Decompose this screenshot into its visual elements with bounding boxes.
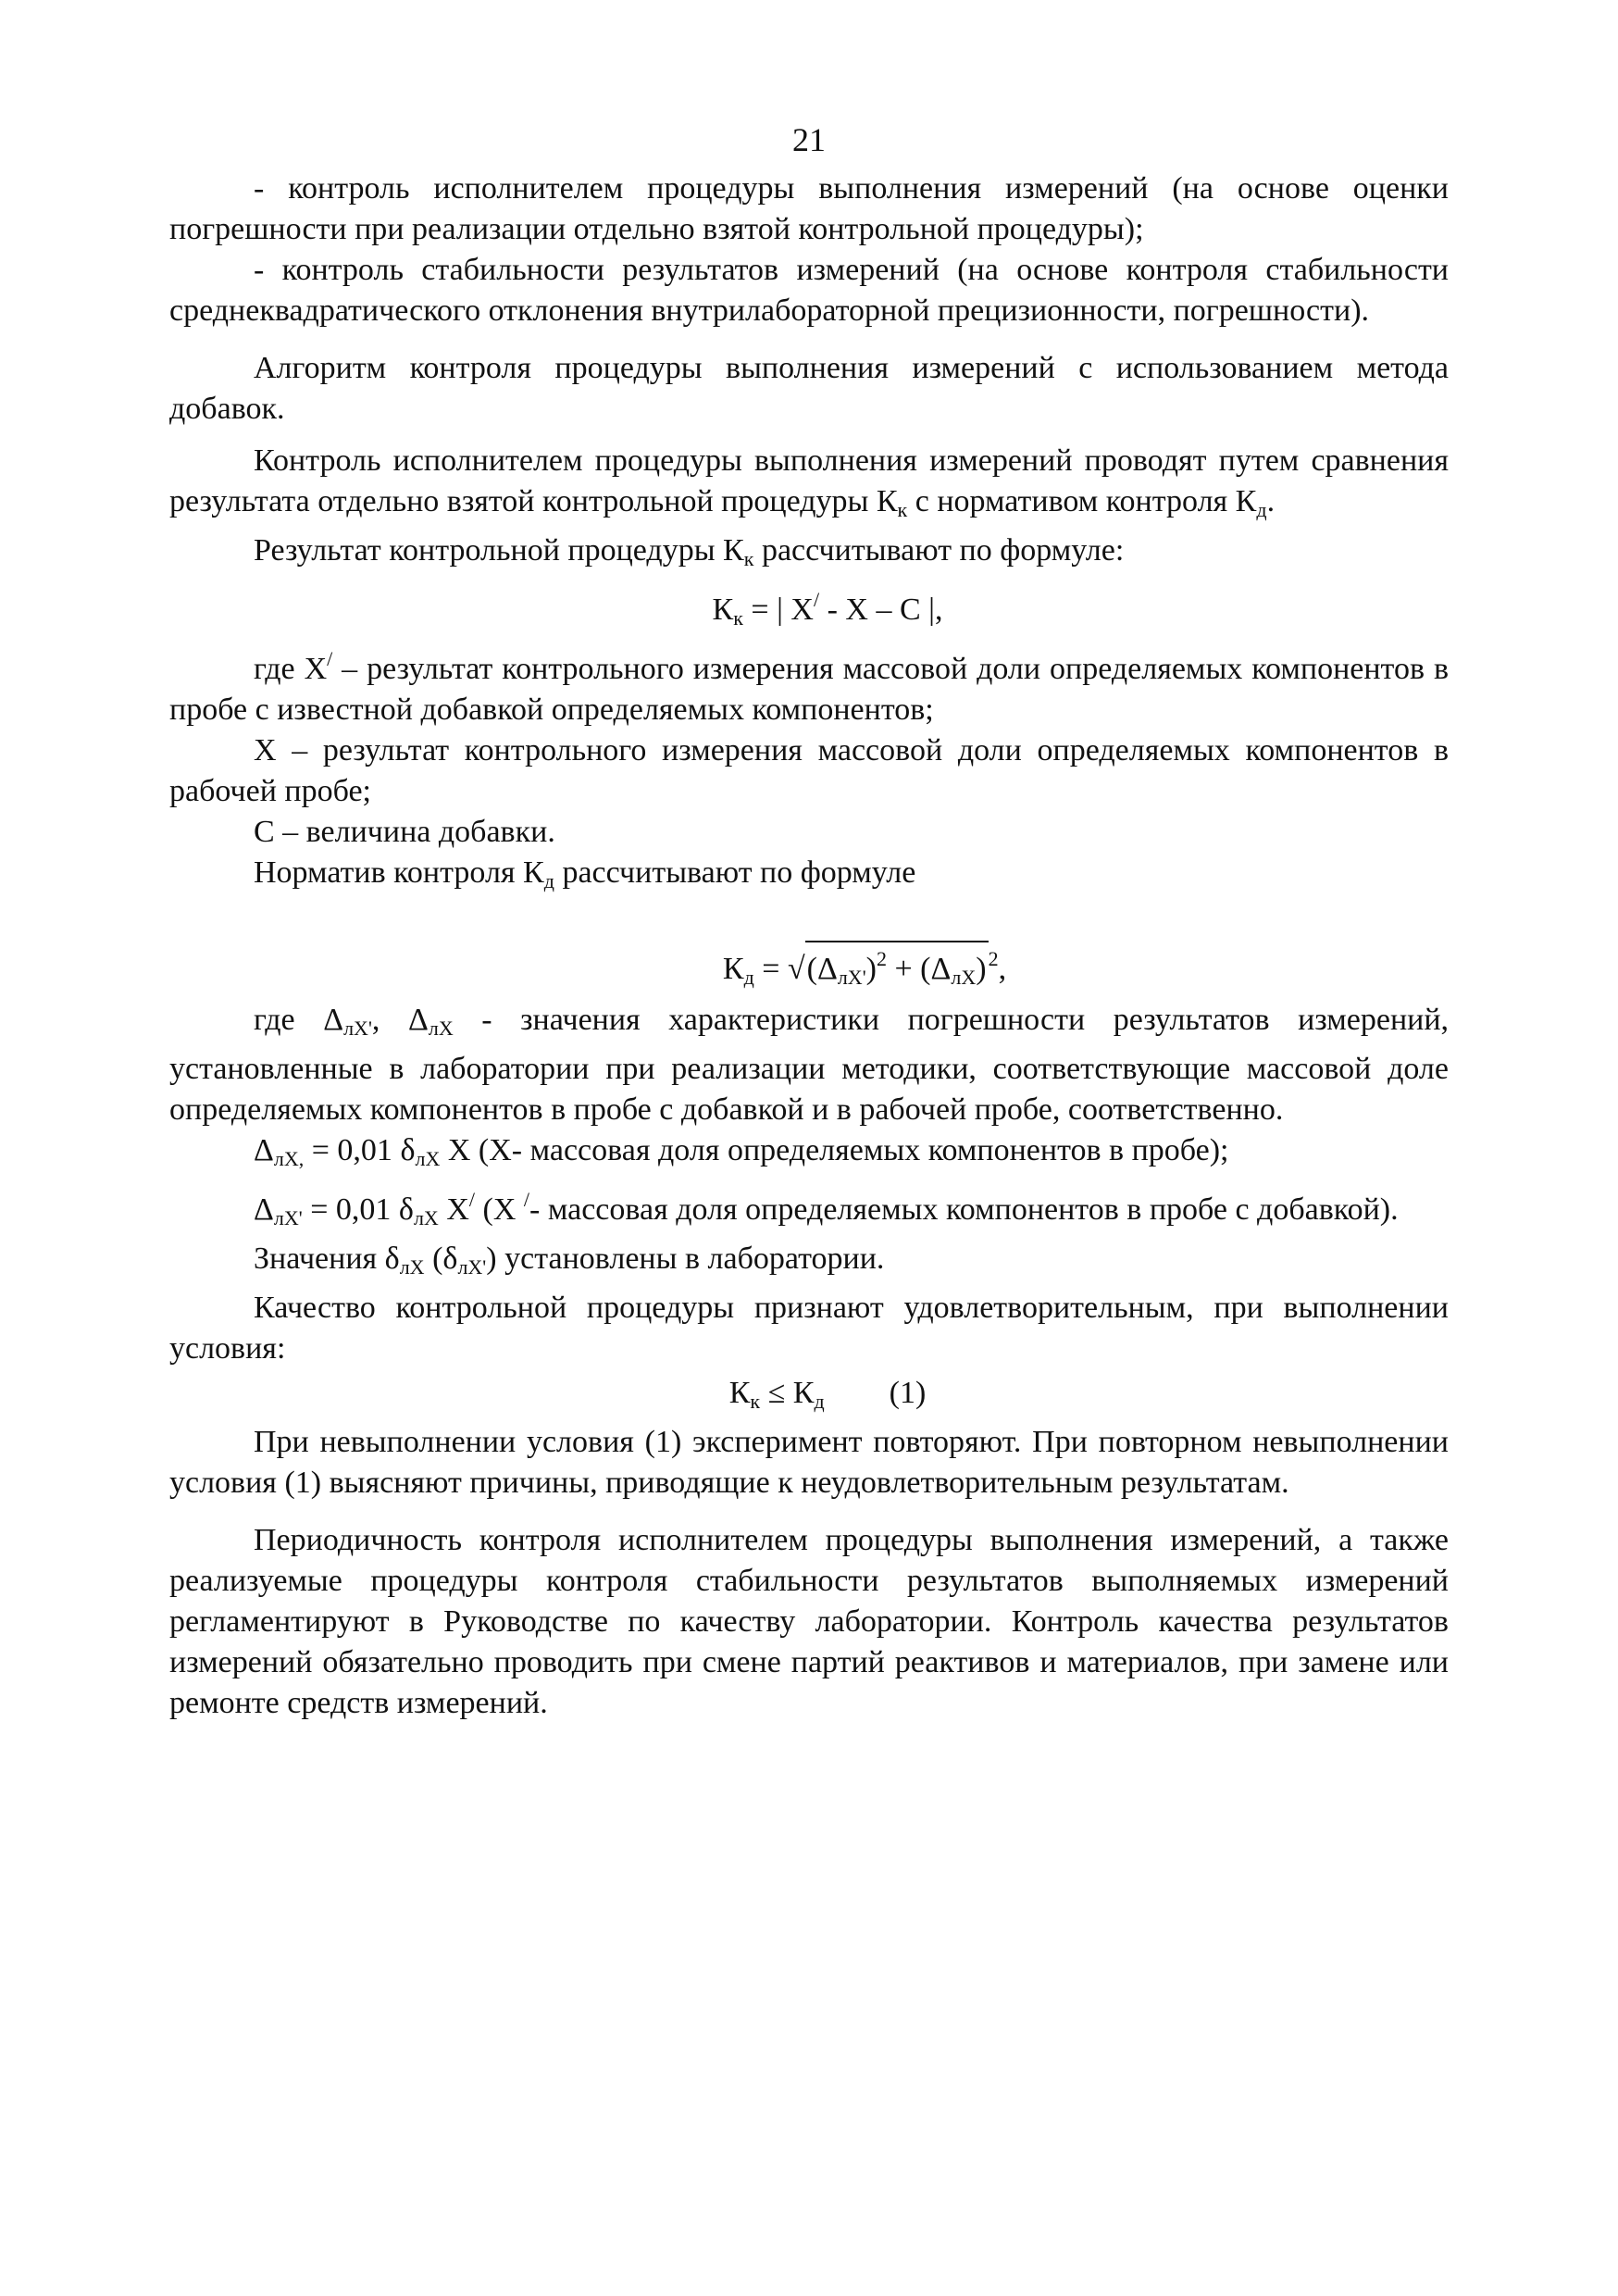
paragraph-where-xprime: где X/ – результат контрольного измерения массовой доли определяемых компонентов в пробе с известной добавкой определяемых компонентов;	[169, 647, 1449, 727]
paragraph-repeat-experiment: При невыполнении условия (1) эксперимент повторяют. При повторном невыполнении условия (1) выясняют причины, приводящие к неудовлетворительным результатам.	[169, 1425, 1449, 1500]
paragraph-control-comparison: Контроль исполнителем процедуры выполнения измерений проводят путем сравнения результата отдельно взятой контрольной процедуры $К_к$ с нормативом контроля $К_д$.	[169, 443, 1449, 521]
paragraph-where-c: С – величина добавки.	[254, 815, 555, 849]
equation-number: (1)	[889, 1376, 927, 1410]
paragraph-where-x: X – результат контрольного измерения массовой доли определяемых компонентов в рабочей пробе;	[169, 733, 1449, 808]
paragraph-delta-xprime-def: $\Delta_{лX'} = 0,01$ $\delta_{лX}$ X/ (X /- массовая доля определяемых компонентов в пробе с добавкой).	[254, 1188, 1399, 1229]
formula-radicand: $(\Delta_{лX'})^2 + (\Delta_{лX})$	[805, 941, 989, 994]
formula-kd: $К_д = √(\Delta_{лX'})^2 + (\Delta_{лX})^2$,	[169, 939, 1449, 998]
formula-condition-1: $К_к \le К_д$ (1)	[169, 1373, 1449, 1422]
page-number: 21	[792, 121, 826, 158]
paragraph-delta-x-def: $\Delta_{лX,} = 0,01$ $\delta_{лX}$ X (X- массовая доля определяемых компонентов в пробе);	[254, 1133, 1229, 1170]
paragraph-result-formula-intro: Результат контрольной процедуры $К_к$ рассчитывают по формуле:	[254, 533, 1125, 570]
paragraph-control-procedure: - контроль исполнителем процедуры выполнения измерений (на основе оценки погрешности при реализации отдельно взятой контрольной процедуры);	[169, 171, 1449, 246]
paragraph-norm-formula-intro: Норматив контроля $К_д$ рассчитывают по формуле	[254, 855, 916, 892]
paragraph-control-stability: - контроль стабильности результатов измерений (на основе контроля стабильности среднеквадратического отклонения внутрилабораторной прецизионности, погрешности).	[169, 253, 1449, 328]
formula-kk: $К_к$ = | X/ - X – C |,	[712, 588, 943, 630]
paragraph-delta-values: Значения $\delta_{лX}$ $(\delta_{лX'})$ установлены в лаборатории.	[254, 1242, 885, 1279]
paragraph-quality-condition: Качество контрольной процедуры признают удовлетворительным, при выполнении условия:	[169, 1291, 1449, 1366]
paragraph-where-deltas: где $\Delta_{лX'}$, $\Delta_{лX}$ - значения характеристики погрешности результатов измерений, установленные в лаборатории при реализации методики, соответствующие массовой доле определяемых компонентов в пробе с добавкой и в рабочей пробе, соответственно.	[169, 1003, 1450, 1127]
paragraph-periodicity: Периодичность контроля исполнителем процедуры выполнения измерений, а также реализуемые процедуры контроля стабильности результатов выполняемых измерений регламентируют в Руководстве по качеству лаборатории. Контроль качества результатов измерений обязательно проводить при смене партий реактивов и материалов, при замене или ремонте средств измерений.	[169, 1523, 1449, 1720]
paragraph-algorithm-heading: Алгоритм контроля процедуры выполнения измерений с использованием метода добавок.	[169, 351, 1449, 426]
page-content	[169, 168, 1449, 1724]
